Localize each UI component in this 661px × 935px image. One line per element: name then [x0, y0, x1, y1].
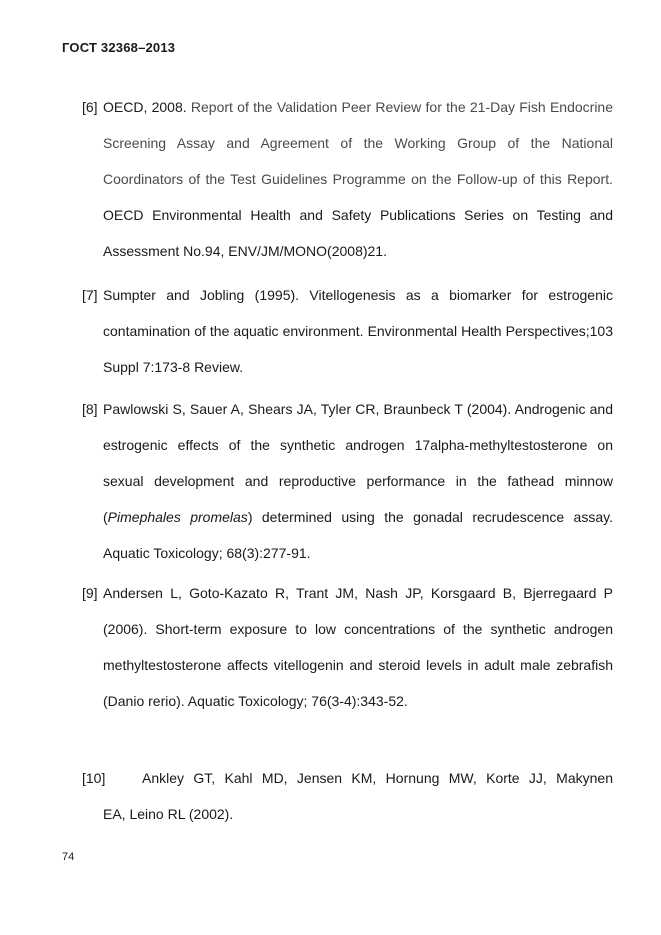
reference-body — [82, 391, 613, 571]
reference-body — [82, 760, 613, 832]
reference-number: [8] — [82, 401, 98, 417]
reference-source: OECD Environmental Health and Safety Publications Series on Testing and Assessment No.94, ENV/JM/MONO(2008)21. — [103, 207, 613, 259]
reference-text: Sumpter and Jobling (1995). Vitellogenesis as a biomarker for estrogenic contamination of the aquatic environment. Environmental Health Perspectives;103 Suppl 7:173-8 Review. — [103, 287, 613, 375]
reference-text-after: ) determined using the gonadal recrudescence assay. Aquatic Toxicology; 68(3):277-91. — [103, 509, 613, 561]
reference-item — [82, 391, 613, 571]
page-number: 74 — [62, 851, 75, 863]
reference-item — [82, 277, 613, 385]
reference-number: [9] — [82, 585, 98, 601]
reference-line-2: EA, Leino RL (2002). — [103, 806, 234, 822]
reference-author-year: OECD, 2008. — [103, 99, 187, 115]
reference-item — [82, 89, 613, 269]
reference-number: [10] — [82, 770, 106, 786]
reference-species: Pimephales promelas — [107, 509, 248, 525]
reference-number: [7] — [82, 287, 98, 303]
reference-text: Andersen L, Goto-Kazato R, Trant JM, Nash JP, Korsgaard B, Bjerregaard P (2006). Short-term exposure to low concentrations of the synthetic androgen methyltestosterone affects vitellogenin and steroid levels in adult male zebrafish (Danio rerio). Aquatic Toxicology; 76(3-4):343-52. — [103, 585, 613, 709]
reference-item — [82, 575, 613, 719]
reference-number: [6] — [82, 99, 98, 115]
reference-item — [82, 760, 613, 832]
reference-text-before: Pawlowski S, Sauer A, Shears JA, Tyler CR, Braunbeck T (2004). Androgenic and estrogenic effects of the synthetic androgen 17alpha-methyltestosterone on sexual development and reproductive performance in the fathead minnow ( — [103, 401, 613, 525]
reference-title: Report of the Validation Peer Review for the 21-Day Fish Endocrine Screening Assay and Agreement of the Working Group of the National Coordinators of the Test Guidelines Programme on the Follow-up of this Report. — [103, 99, 614, 187]
reference-line-1: Ankley GT, Kahl MD, Jensen KM, Hornung MW, Korte JJ, Makynen — [142, 770, 613, 786]
document-header: ГОСТ 32368–2013 — [62, 40, 176, 55]
reference-body — [82, 89, 613, 269]
